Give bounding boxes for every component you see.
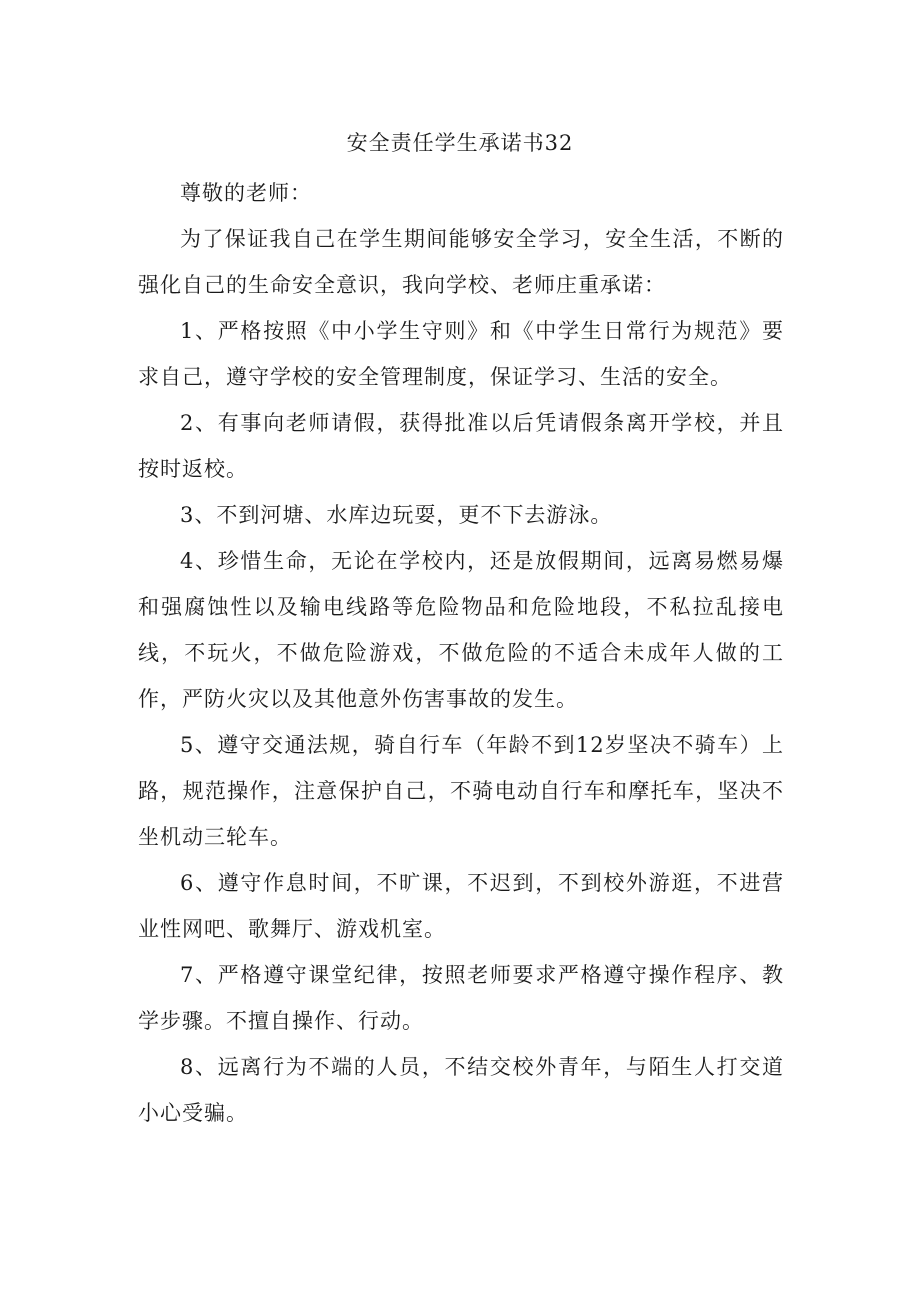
paragraph-item-8: 8、远离行为不端的人员，不结交校外青年，与陌生人打交道小心受骗。 (138, 1055, 784, 1125)
greeting: 尊敬的老师： (180, 181, 312, 205)
paragraph-item-2: 2、有事向老师请假，获得批准以后凭请假条离开学校，并且按时返校。 (138, 411, 784, 481)
paragraph-intro: 为了保证我自己在学生期间能够安全学习，安全生活，不断的强化自己的生命安全意识，我向学校、老师庄重承诺： (138, 227, 784, 297)
paragraph-item-4: 4、珍惜生命，无论在学校内，还是放假期间，远离易燃易爆和强腐蚀性以及输电线路等危险物品和危险地段，不私拉乱接电线，不玩火，不做危险游戏，不做危险的不适合未成年人做的工作，严防火灾以及其他意外伤害事故的发生。 (138, 549, 784, 711)
paragraph-item-3: 3、不到河塘、水库边玩耍，更不下去游泳。 (180, 503, 613, 527)
paragraph-item-7: 7、严格遵守课堂纪律，按照老师要求严格遵守操作程序、教学步骤。不擅自操作、行动。 (138, 963, 784, 1033)
paragraph-item-1: 1、严格按照《中小学生守则》和《中学生日常行为规范》要求自己，遵守学校的安全管理制度，保证学习、生活的安全。 (138, 319, 784, 389)
paragraph-item-6: 6、遵守作息时间，不旷课，不迟到，不到校外游逛，不进营业性网吧、歌舞厅、游戏机室。 (138, 871, 784, 941)
document-body (138, 170, 784, 1136)
document-title: 安全责任学生承诺书32 (346, 131, 574, 155)
paragraph-item-5: 5、遵守交通法规，骑自行车（年龄不到12岁坚决不骑车）上路，规范操作，注意保护自己，不骑电动自行车和摩托车，坚决不坐机动三轮车。 (138, 733, 784, 849)
